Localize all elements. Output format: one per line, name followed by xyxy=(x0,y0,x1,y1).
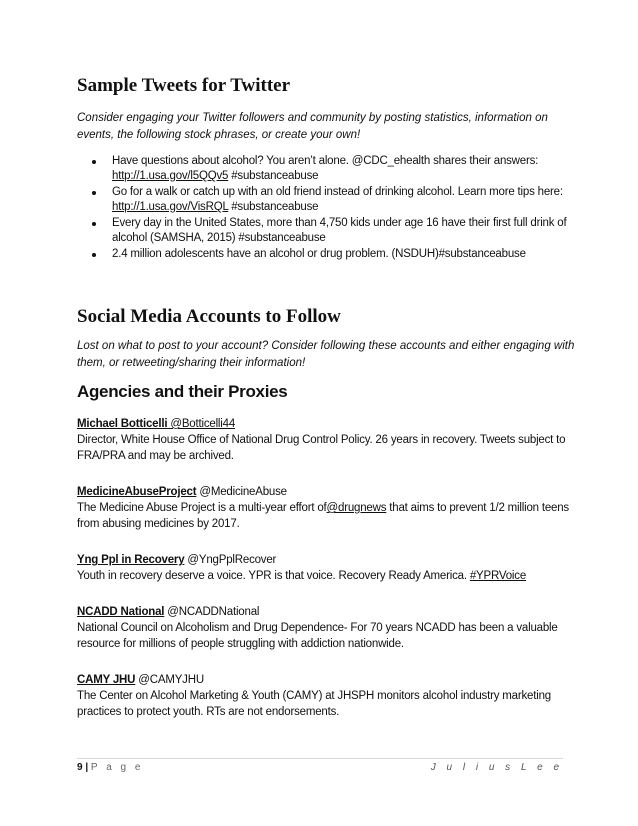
account-entry xyxy=(77,416,572,464)
account-name[interactable]: MedicineAbuseProject xyxy=(77,486,197,498)
social-section-intro: Lost on what to post to your account? Consider following these accounts and either engaging with them, or retweeting/sharing their information! xyxy=(77,340,575,369)
account-handle[interactable]: @NCADDNational xyxy=(167,606,260,618)
account-description: The Center on Alcohol Marketing & Youth (CAMY) at JHSPH monitors alcohol industry marketing practices to protect youth. RTs are not endorsements. xyxy=(77,690,551,718)
tweet-link[interactable]: http://1.usa.gov/VisRQL xyxy=(112,201,229,213)
tweets-section-title: Sample Tweets for Twitter xyxy=(77,75,291,96)
account-name[interactable]: CAMY JHU xyxy=(77,674,136,686)
account-entry xyxy=(77,604,572,652)
social-section-title: Social Media Accounts to Follow xyxy=(77,306,341,327)
tweet-item: Go for a walk or catch up with an old friend instead of drinking alcohol. Learn more tips here: http://1.usa.gov/VisRQL #substanceabuse xyxy=(77,185,567,215)
description-link[interactable]: @drugnews xyxy=(326,502,387,514)
page-number: 9 xyxy=(77,762,83,773)
account-description: National Council on Alcoholism and Drug Dependence- For 70 years NCADD has been a valuable resource for millions of people struggling with addiction nationwide. xyxy=(77,622,558,650)
agencies-section-title: Agencies and their Proxies xyxy=(77,382,288,401)
footer-author: J u l i u s L e e xyxy=(430,762,563,773)
account-entry xyxy=(77,672,572,720)
tweets-section-intro: Consider engaging your Twitter followers and community by posting statistics, information on events, the following stock phrases, or create your own! xyxy=(77,112,548,141)
account-name[interactable]: Yng Ppl in Recovery xyxy=(77,554,185,566)
account-description: Director, White House Office of National Drug Control Policy. 26 years in recovery. Tweets subject to FRA/PRA and may be archived. xyxy=(77,434,566,462)
account-description: The Medicine Abuse Project is a multi-year effort of@drugnews that aims to prevent 1/2 million teens from abusing medicines by 2017. xyxy=(77,502,569,530)
bullet-icon xyxy=(92,253,96,257)
page-footer-left: 9 | P a g e xyxy=(77,762,144,773)
account-handle[interactable]: @MedicineAbuse xyxy=(199,486,287,498)
page-label: P a g e xyxy=(90,762,144,773)
tweet-link[interactable]: http://1.usa.gov/l5QQv5 xyxy=(112,170,229,182)
account-name[interactable]: Michael Botticelli xyxy=(77,418,168,430)
hashtag-link[interactable]: #YPRVoice xyxy=(469,570,527,582)
bullet-icon xyxy=(92,160,96,164)
account-handle[interactable]: @Botticelli44 xyxy=(167,418,236,430)
account-entry xyxy=(77,484,572,532)
account-entry xyxy=(77,552,572,584)
tweet-item: Have questions about alcohol? You aren’t alone. @CDC_ehealth shares their answers: http://1.usa.gov/l5QQv5 #substanceabuse xyxy=(77,154,567,184)
tweet-item: 2.4 million adolescents have an alcohol or drug problem. (NSDUH)#substanceabuse xyxy=(77,247,567,262)
tweet-item: Every day in the United States, more than 4,750 kids under age 16 have their first full drink of alcohol (SAMSHA, 2015) #substanceabuse xyxy=(77,216,567,246)
bullet-icon xyxy=(92,191,96,195)
account-name[interactable]: NCADD National xyxy=(77,606,165,618)
tweet-list xyxy=(77,154,567,263)
bullet-icon xyxy=(92,222,96,226)
account-handle[interactable]: @CAMYJHU xyxy=(138,674,204,686)
account-handle[interactable]: @YngPplRecover xyxy=(187,554,277,566)
account-description: Youth in recovery deserve a voice. YPR is that voice. Recovery Ready America. #YPRVoice xyxy=(77,570,527,582)
footer-divider xyxy=(77,758,563,759)
